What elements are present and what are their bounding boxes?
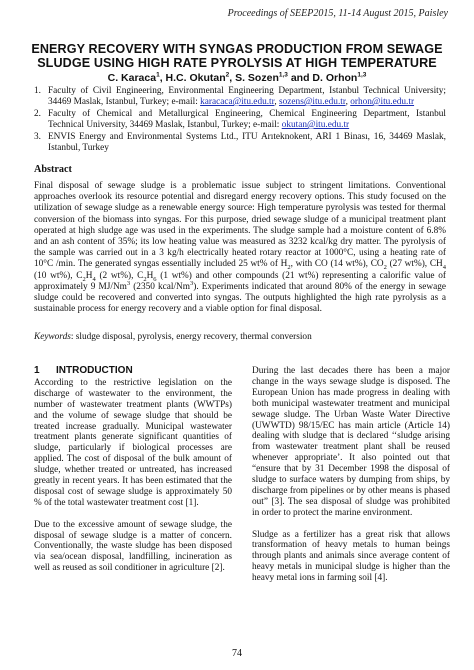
left-column [34, 366, 232, 585]
email-link[interactable]: sozens@itu.edu.tr [279, 97, 346, 107]
email-link[interactable]: orhon@itu.edu.tr [350, 97, 415, 107]
author-name: H.C. Okutan [165, 72, 226, 84]
author-name: C. Karaca [107, 72, 157, 84]
keywords-line [34, 332, 446, 342]
abstract-heading: Abstract [34, 164, 72, 175]
keywords-text: : sludge disposal, pyrolysis, energy recovery, thermal conversion [70, 332, 312, 342]
author-affil-mark: 1,3 [357, 71, 367, 79]
body-paragraph: During the last decades there has been a major change in the ways sewage sludge is disposed. The European Union has made progress in dealing with both municipal wastewater treatment and municipal sewage sludge. The Urban Waste Water Directive (UWWTD) 98/15/EC has main article (Article 14) dealing with sludge that is declared ‘‘sludge arising from wastewater treatment plant shall be reused whenever appropriate’. It also pointed out that “ensure that by 31 December 1998 the disposal of sludge to surface waters by dumping from ships, by discharge from pipelines or by other means is phased out” [3]. The sea disposal of sludge was prohibited in order to protect the marine environment. [252, 366, 450, 518]
title-line-1: ENERGY RECOVERY WITH SYNGAS PRODUCTION FROM SEWAGE [31, 42, 443, 56]
author-affil-mark: 2 [225, 71, 230, 79]
email-link[interactable]: okutan@itu.edu.tr [281, 120, 350, 130]
title-line-2: SLUDGE USING HIGH RATE PYROLYSIS AT HIGH TEMPERATURE [37, 56, 437, 70]
affiliation-number: 1. [34, 86, 41, 96]
page-number: 74 [232, 648, 242, 659]
affiliation-item: 1. Faculty of Civil Engineering, Environmental Engineering Department, Istanbul Technical University; 34469 Maslak, Istanbul, Turkey; e-mail: karacaca@itu.edu.tr, sozens@itu.edu.tr, orhon@itu.edu.tr [34, 86, 446, 107]
section-number: 1 [34, 365, 40, 376]
right-column [252, 366, 450, 595]
affiliation-text: Faculty of Chemical and Metallurgical Engineering, Chemical Engineering Department, Istanbul Technical University, 34469 Maslak, Istanbul, Turkey; e-mail: [48, 109, 446, 130]
paper-title [0, 42, 474, 70]
abstract-body [34, 181, 446, 315]
author-name: S. Sozen [235, 72, 279, 84]
author-name: D. Orhon [312, 72, 358, 84]
affiliation-text: Faculty of Civil Engineering, Environmental Engineering Department, Istanbul Technical University; 34469 Maslak, Istanbul, Turkey; e-mail: [48, 86, 446, 107]
author-affil-mark: 1 [156, 71, 160, 79]
affiliation-number: 3. [34, 132, 41, 142]
affiliation-item [34, 109, 446, 131]
affiliation-text: ENVIS Energy and Environmental Systems Ltd., ITU Arıteknokent, ARI 1 Binası, 16, 34469 Maslak, Istanbul, Turkey [48, 132, 446, 153]
abstract-paragraph: Final disposal of sewage sludge is a problematic issue subject to stringent limitations. Conventional approaches overlook its resource potential and disregard energy recovery options. This study focused on the utilization of sewage sludge as a renewable energy source: High temperature pyrolysis was tested for thermal conversion of the biomass into syngas. For this purpose, dried sewage sludge of a municipal treatment plant operated at high sludge age was used in the experiments. The sludge sample had a moisture content of 6.8% and an ash content of 35%; its low heating value was measured as 3232 kcal/kg dry matter. The pyrolysis of the sample was carried out in a 3 kg/h electrically heated rotary reactor at 1000°C, using a heating rate of 10°C /min. The generated syngas essentially included 25 wt% of $H_2$, with CO (14 wt%), $CO_2$ (27 wt%), $CH_4$ (10 wt%), $C_2H_4$ (2 wt%), $C_2H_6$ (1 wt%) and other compounds (21 wt%) representing a calorific value of approximately 9 MJ/Nm$^3$ (2350 kcal/Nm$^3$). Experiments indicated that around 80% of the energy in sewage sludge could be recovered and converted into syngas. The outputs highlighted the high rate pyrolysis as a sustainable process for energy recovery and a viable option for final disposal. [34, 181, 446, 315]
keywords-label: Keywords [34, 332, 71, 342]
body-paragraph: Due to the excessive amount of sewage sludge, the disposal of sewage sludge is a matter of concern. Conventionally, the waste sludge has been disposed via sea/ocean disposal, landfilling, incineration as well as reused as soil conditioner in agriculture [2]. [34, 519, 232, 574]
affiliation-item [34, 132, 446, 154]
running-head: Proceedings of SEEP2015, 11-14 August 2015, Paisley [227, 8, 448, 19]
author-list: C. Karaca$^1$, H.C. Okutan$^2$, S. Sozen$^{1,3}$ and D. Orhon$^{1,3}$ [107, 71, 367, 84]
body-paragraph: According to the restrictive legislation on the discharge of wastewater to the environment, the number of wastewater treatment plants (WWTPs) and the volume of sewage sludge that should be treated increase gradually. Municipal wastewater treatment plants generate significant quantities of sludge, particularly if biological processes are applied. The cost of disposal of the bulk amount of sludge, whether treated or untreated, has increased greatly in recent years. It has been estimated that the disposal cost of sewage sludge is approximately 50 % of the total wastewater treatment cost [1]. [34, 377, 232, 508]
affiliation-list [34, 86, 446, 155]
body-paragraph: Sludge as a fertilizer has a great risk that allows transformation of heavy metals to human beings through plants and animals since average content of heavy metals in municipal sludge is higher than the heavy metal ions in farming soil [4]. [252, 529, 450, 584]
affiliation-number: 2. [34, 109, 41, 119]
section-heading [34, 366, 232, 377]
section-title: INTRODUCTION [56, 365, 133, 376]
author-affil-mark: 1,3 [278, 71, 288, 79]
email-link[interactable]: karacaca@itu.edu.tr [200, 97, 275, 107]
